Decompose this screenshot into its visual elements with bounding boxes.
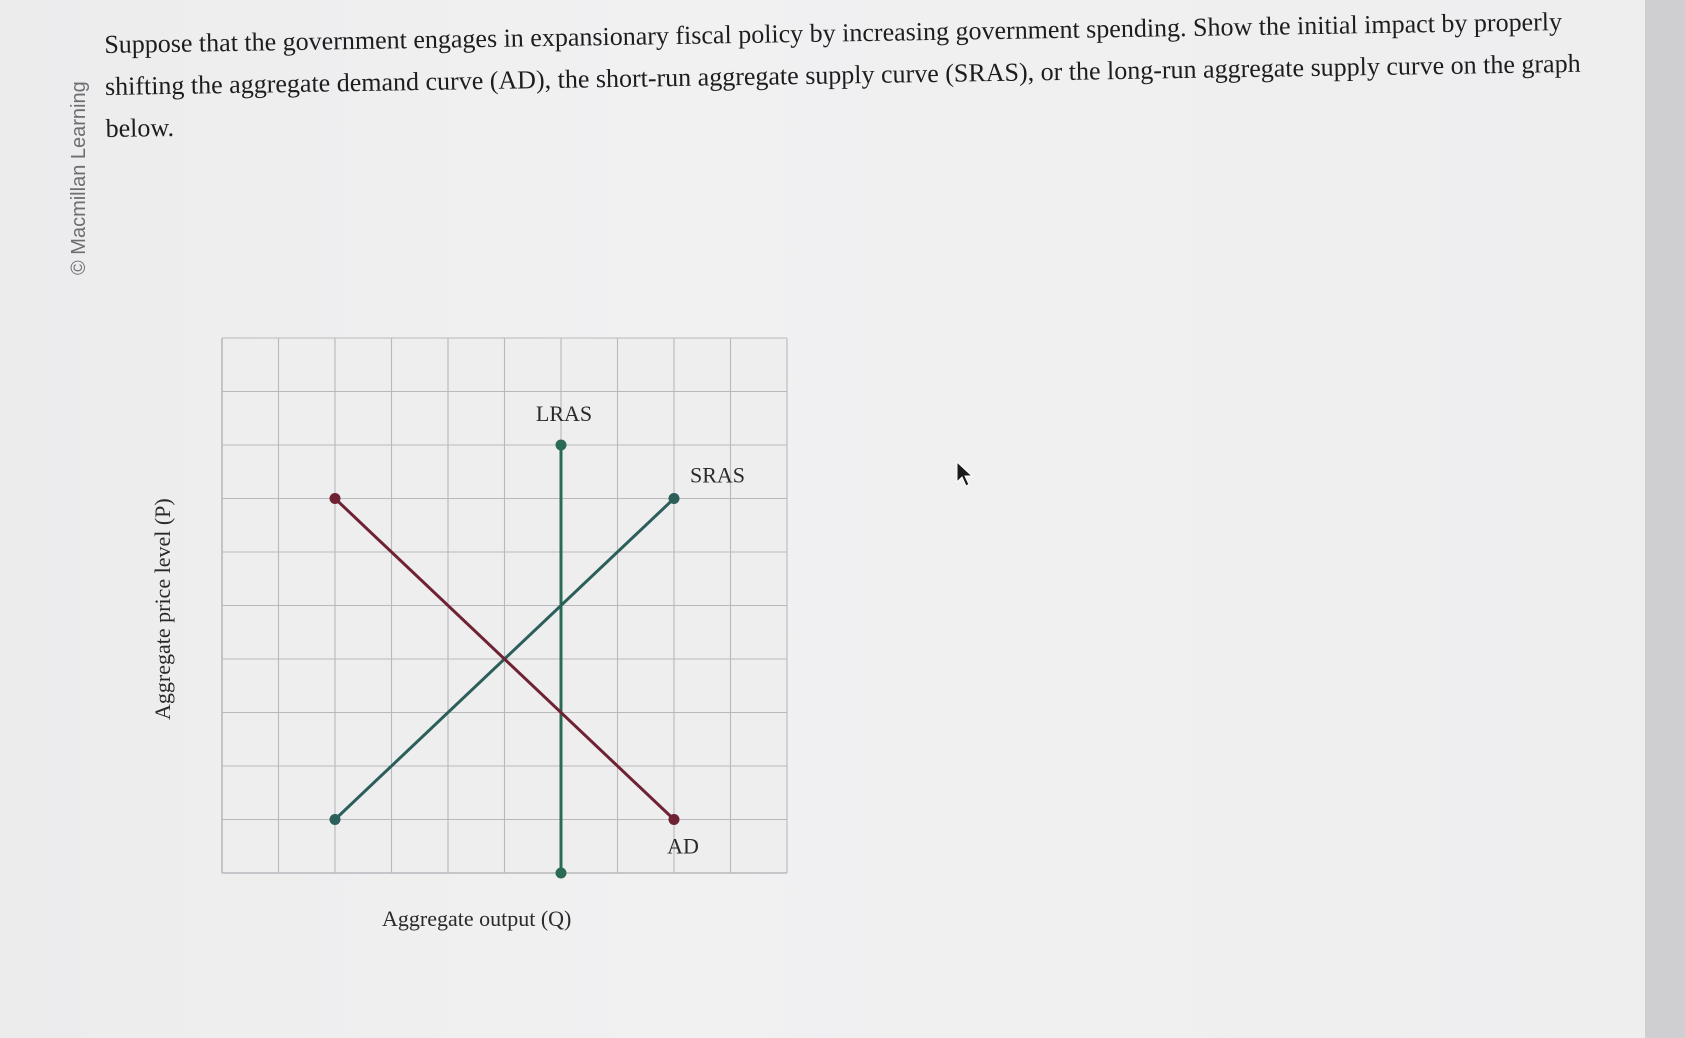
ad-endpoint-handle-1[interactable] xyxy=(669,814,680,825)
sras-endpoint-handle-0[interactable] xyxy=(330,814,341,825)
y-axis-label: Aggregate price level (P) xyxy=(150,498,175,720)
lras-endpoint-handle-0[interactable] xyxy=(556,868,567,879)
x-axis-label: Aggregate output (Q) xyxy=(382,906,572,931)
mouse-cursor-icon xyxy=(955,460,975,490)
copyright-watermark: © Macmillan Learning xyxy=(68,81,90,275)
sras-label: SRAS xyxy=(690,462,746,488)
sras-endpoint-handle-1[interactable] xyxy=(669,493,680,504)
lras-label: LRAS xyxy=(535,401,593,426)
ad-label: AD xyxy=(667,833,699,859)
lras-endpoint-handle-1[interactable] xyxy=(556,440,567,451)
question-text: Suppose that the government engages in expansionary fiscal policy by increasing government spending. Show the initial impact by properly shifting the aggregate demand curve (AD), the short-run aggregate supply curve (SRAS), or the long-run aggregate supply curve on the graph below. xyxy=(104,7,1581,143)
ad-endpoint-handle-0[interactable] xyxy=(330,493,341,504)
